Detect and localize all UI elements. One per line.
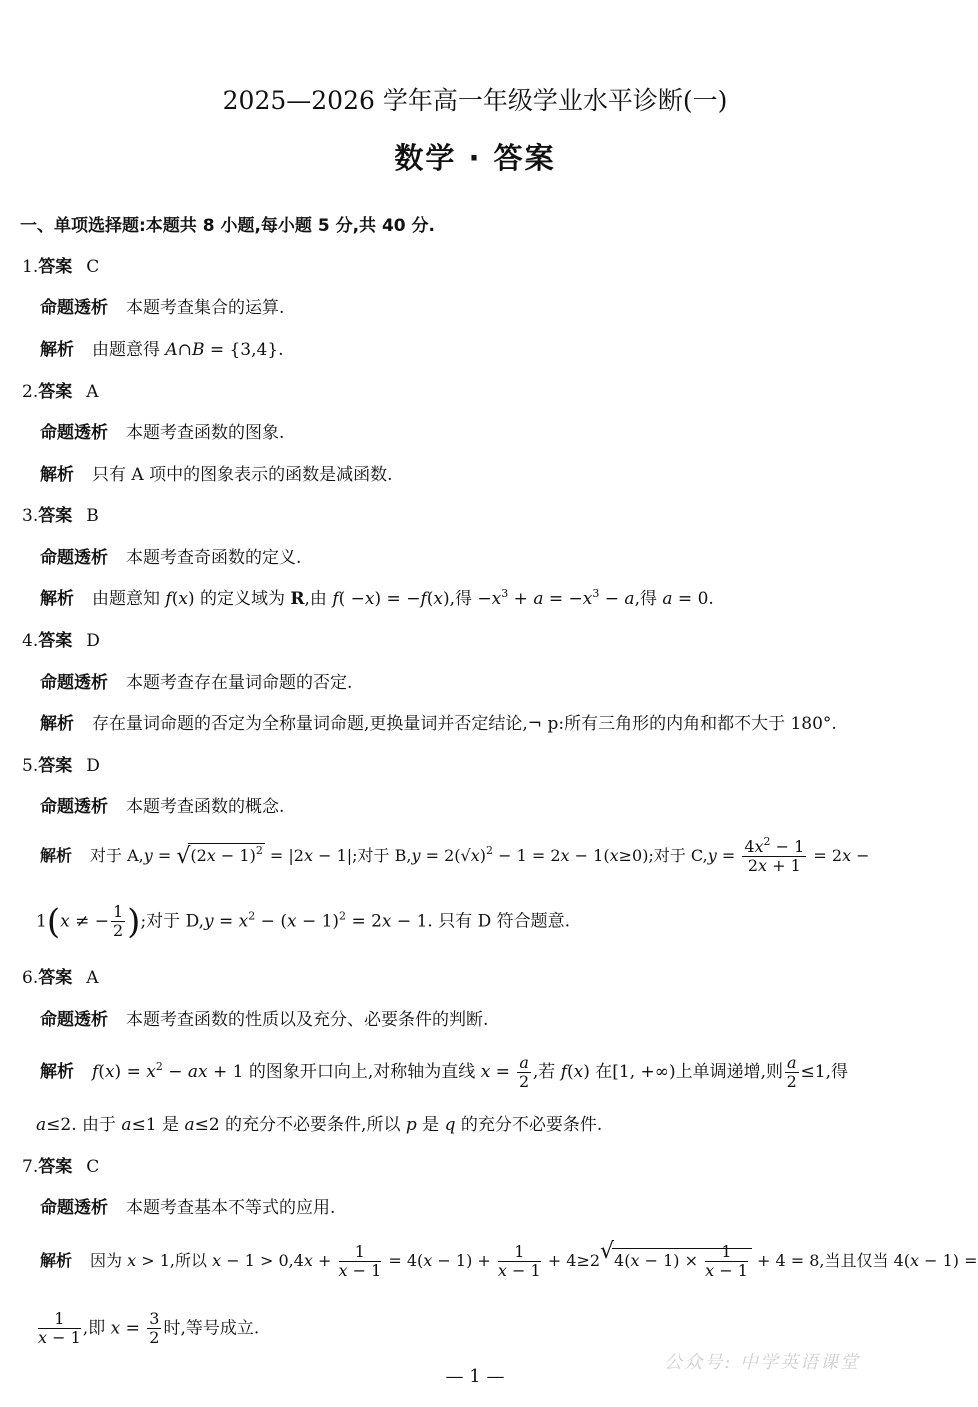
- question-2-analysis: [40, 467, 393, 484]
- question-3-analysis: [40, 587, 714, 609]
- question-5-answer: [22, 758, 100, 775]
- question-number: 3.: [22, 506, 39, 526]
- question-number: 2.: [22, 382, 39, 402]
- analysis-text: $f(x) = x^2$ − ax + 1 的图象开口向上,对称轴为直线 x = $\frac{a}{2}$ ,若 f(x) 在[1, +∞)上单调递增,则 $\frac{a}{2}$ ≤1,得: [92, 1053, 848, 1092]
- analysis-text: 因为 x > 1,所以 x − 1 > 0,4x + $\frac{1}{x - 1}$ = 4(x − 1) + $\frac{1}{x - 1}$ + 4≥2√ 4(x − 1) × $\frac{1}{x - 1}$ + 4 = 8,当且仅当 4(x − 1) =: [90, 1251, 978, 1270]
- intent-label: 命题透析: [40, 423, 108, 443]
- question-number: 4.: [22, 631, 39, 651]
- answer-value: D: [86, 631, 100, 651]
- answer-value: A: [86, 382, 99, 402]
- question-5-intent: [40, 799, 284, 816]
- question-number: 7.: [22, 1157, 39, 1177]
- question-7-answer: [22, 1159, 99, 1176]
- analysis-label: 解析: [40, 714, 74, 734]
- answer-label: 答案: [38, 257, 73, 277]
- intent-label: 命题透析: [40, 797, 108, 817]
- question-6-analysis: [40, 1054, 848, 1092]
- analysis-label: 解析: [40, 1062, 74, 1083]
- intent-text: 本题考查奇函数的定义.: [126, 548, 302, 568]
- document-title: 2025—2026 学年高一年级学业水平诊断(一): [222, 86, 728, 115]
- answer-value: A: [86, 968, 99, 988]
- intent-label: 命题透析: [40, 298, 108, 318]
- analysis-label: 解析: [40, 846, 73, 866]
- answer-label: 答案: [38, 968, 73, 988]
- answer-label: 答案: [38, 382, 73, 402]
- answer-value: C: [86, 1157, 100, 1177]
- intent-text: 本题考查函数的性质以及充分、必要条件的判断.: [126, 1010, 489, 1030]
- question-4-answer: [22, 633, 100, 650]
- question-1-analysis: [40, 342, 284, 359]
- question-7-intent: [40, 1200, 335, 1217]
- analysis-label: 解析: [40, 340, 74, 360]
- question-6-intent: [40, 1012, 488, 1029]
- analysis-text: 由题意得 A∩B = {3,4}.: [92, 340, 284, 360]
- analysis-text: 由题意知 f(x) 的定义域为 R,由 f( −x) = −f(x),得 $-x^3 + a = -x^3 - a$,得 a = 0.: [92, 587, 714, 609]
- intent-text: 本题考查存在量词命题的否定.: [126, 673, 353, 693]
- intent-text: 本题考查函数的概念.: [126, 797, 285, 817]
- analysis-label: 解析: [40, 1251, 73, 1271]
- question-4-intent: [40, 675, 352, 692]
- intent-label: 命题透析: [40, 1198, 108, 1218]
- question-6-analysis-cont: a≤2. 由于 a≤1 是 a≤2 的充分不必要条件,所以 p 是 q 的充分不必要条件.: [36, 1115, 603, 1135]
- analysis-label: 解析: [40, 589, 74, 609]
- question-7-analysis: [40, 1243, 978, 1281]
- intent-text: 本题考查集合的运算.: [126, 298, 285, 318]
- document-subtitle: 数学 · 答案: [394, 141, 556, 175]
- analysis-text: 存在量词命题的否定为全称量词命题,更换量词并否定结论,¬ p:所有三角形的内角和都不大于 180°.: [92, 714, 837, 734]
- question-number: 6.: [22, 968, 39, 988]
- answer-label: 答案: [38, 756, 73, 776]
- intent-label: 命题透析: [40, 1010, 108, 1030]
- analysis-text: 对于 A,y = √ $(2x - 1)^2 = |2x - 1|$;对于 $B,y = 2(√x)^2 - 1 = 2x - 1(x\ge 0)$;对于 C,y = $\frac{4x^2 - 1}{2x + 1}$ = 2x −: [90, 846, 870, 865]
- answer-label: 答案: [38, 506, 73, 526]
- answer-label: 答案: [38, 1157, 73, 1177]
- section-heading: 一、单项选择题:本题共 8 小题,每小题 5 分,共 40 分.: [20, 216, 435, 236]
- intent-label: 命题透析: [40, 673, 108, 693]
- answer-label: 答案: [38, 631, 73, 651]
- question-6-answer: [22, 970, 99, 987]
- page-number: — 1 —: [445, 1366, 505, 1387]
- question-5-analysis-cont: 1(x ≠ − $\frac{1}{2}$ );对于 $D,y = x^2 - (x - 1)^2 = 2x - 1$. 只有 D 符合题意.: [36, 901, 571, 942]
- question-2-intent: [40, 425, 284, 442]
- question-number: 5.: [22, 756, 39, 776]
- question-5-analysis: [40, 835, 870, 876]
- question-2-answer: [22, 384, 99, 401]
- intent-text: 本题考查基本不等式的应用.: [126, 1198, 336, 1218]
- intent-text: 本题考查函数的图象.: [126, 423, 285, 443]
- question-3-answer: [22, 508, 99, 525]
- analysis-text: 只有 A 项中的图象表示的函数是减函数.: [92, 465, 393, 485]
- question-7-analysis-cont: $\frac{1}{x - 1}$ ,即 x = $\frac{3}{2}$ 时,等号成立.: [38, 1309, 260, 1348]
- question-4-analysis: [40, 716, 837, 733]
- question-1-intent: [40, 300, 284, 317]
- question-1-answer: [22, 259, 99, 276]
- answer-value: D: [86, 756, 100, 776]
- analysis-label: 解析: [40, 465, 74, 485]
- question-number: 1.: [22, 257, 39, 277]
- intent-label: 命题透析: [40, 548, 108, 568]
- answer-value: B: [86, 506, 99, 526]
- watermark: 公众号: 中学英语课堂: [664, 1352, 860, 1373]
- question-3-intent: [40, 550, 301, 567]
- answer-value: C: [86, 257, 100, 277]
